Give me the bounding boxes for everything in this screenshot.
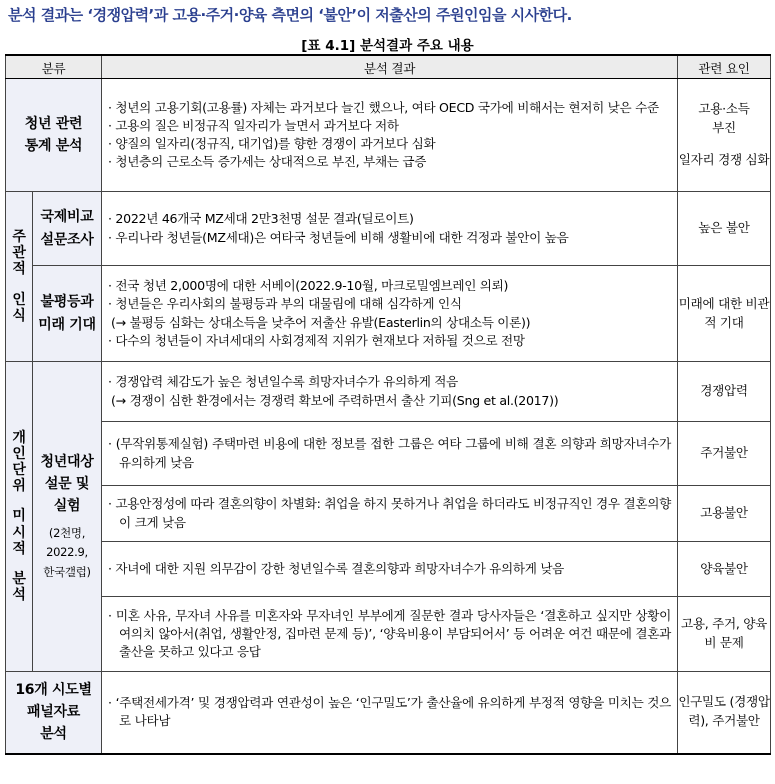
result-regional-panel (102, 672, 678, 754)
result-item: · 전국 청년 2,000명에 대한 서베이(2022.9-10월, 마크로밀엠브레인 의뢰) (108, 278, 509, 293)
vertical-char: 석 (12, 586, 26, 603)
table-caption: [표 4.1] 분석결과 주요 내용 (301, 38, 474, 54)
result-item: · 고용의 질은 비정규직 일자리가 늘면서 과거보다 저하 (108, 117, 399, 133)
category-label: 통계 분석 (24, 138, 83, 154)
factor-competition: 경쟁압력 (678, 362, 771, 422)
category-label: 16개 시도별 (15, 681, 92, 698)
result-item: · 청년들은 우리사회의 불평등과 부의 대물림에 대해 심각하게 인식 (108, 296, 462, 312)
result-item: · ‘주택전세가격’ 및 경쟁압력과 연관성이 높은 ‘인구밀도’가 출산율에 유의하게 부정적 영향을 미치는 것으로 나타남 (108, 695, 672, 729)
vertical-char: 주 (12, 229, 26, 246)
vertical-char: 적 (12, 540, 26, 557)
factor-regional-panel: 인구밀도 (경쟁압력), 주거불안 (678, 672, 771, 754)
vertical-char: 인 (12, 291, 26, 308)
table-row (6, 542, 771, 597)
result-item: · 청년의 고용기회(고용률) 자체는 과거보다 늘긴 했으나, 여타 OECD 국가에 비해서는 현저히 낮은 수준 (108, 99, 659, 115)
category-subjective-perception (6, 192, 33, 362)
subcategory-label: 설문 및 (44, 475, 90, 492)
survey-note: 2022.9, (46, 545, 88, 560)
table-row (6, 486, 771, 542)
subcategory-label: 불평등과 (40, 294, 94, 311)
page-headline: 분석 결과는 ‘경쟁압력’과 고용·주거·양육 측면의 ‘불안’이 저출산의 주원인임을 시사한다. (8, 6, 572, 24)
table-row (6, 597, 771, 672)
result-item: · (무작위통제실험) 주택마련 비용에 대한 정보를 접한 그룹은 여타 그룹에 비해 결혼 의향과 희망자녀수가 유의하게 낮음 (108, 436, 672, 470)
vertical-char: 단 (12, 462, 26, 479)
survey-note: (2천명, (48, 525, 86, 540)
category-regional-panel (6, 672, 102, 754)
factor-reasons: 고용, 주거, 양육비 문제 (678, 597, 771, 672)
subcategory-label: 실험 (53, 498, 81, 515)
result-item: · 청년층의 근로소득 증가세는 상대적으로 부진, 부채는 급증 (108, 154, 427, 170)
factor-housing: 주거불안 (678, 422, 771, 486)
result-micro-housing (102, 422, 678, 486)
survey-note: 한국갤럽) (43, 564, 91, 579)
category-label: 청년 관련 (24, 115, 83, 132)
result-micro-childcare (102, 542, 678, 597)
vertical-char: 미 (12, 508, 26, 525)
subcategory-label: 미래 기대 (38, 316, 96, 333)
vertical-char: 개 (12, 430, 26, 447)
result-inequality (102, 266, 678, 362)
subcategory-label: 설문조사 (40, 231, 94, 248)
factor-childcare: 양육불안 (678, 542, 771, 597)
table-header-row (6, 55, 771, 79)
vertical-char: 식 (12, 307, 26, 324)
header-factor: 관련 요인 (678, 55, 771, 79)
vertical-char: 시 (12, 524, 26, 541)
result-item: · 양질의 일자리(정규직, 대기업)를 향한 경쟁이 과거보다 심화 (108, 136, 436, 151)
vertical-char: 인 (12, 446, 26, 463)
factor-label: 고용·소득 부진 (698, 100, 750, 135)
table-row (6, 266, 771, 362)
result-micro-reasons (102, 597, 678, 672)
result-micro-competition (102, 362, 678, 422)
category-micro-analysis (6, 362, 33, 672)
analysis-summary-table (5, 54, 771, 755)
factor-intl-survey: 높은 불안 (678, 192, 771, 266)
category-youth-stats (6, 79, 102, 192)
table-row (6, 362, 771, 422)
category-label: 패널자료 (27, 704, 80, 721)
table-row (6, 422, 771, 486)
subcategory-youth-survey (33, 362, 102, 672)
subcategory-label: 국제비교 (40, 209, 94, 226)
factor-youth-stats (678, 79, 771, 192)
subcategory-label: 청년대상 (40, 453, 94, 470)
result-item: · 자녀에 대한 지원 의무감이 강한 청년일수록 결혼의향과 희망자녀수가 유의하게 낮음 (108, 560, 565, 576)
vertical-char: 위 (12, 478, 26, 495)
factor-label: 일자리 경쟁 심화 (678, 152, 770, 168)
vertical-char: 관 (12, 245, 26, 262)
table-row (6, 79, 771, 192)
result-item: · 고용안정성에 따라 결혼의향이 차별화: 취업을 하지 못하거나 취업을 하더라도 비정규직인 경우 결혼의향이 크게 낮음 (108, 496, 672, 530)
result-item: · 우리나라 청년들(MZ세대)은 여타국 청년들에 비해 생활비에 대한 걱정과 불안이 높음 (108, 229, 569, 245)
result-intl-survey (102, 192, 678, 266)
header-category: 분류 (6, 55, 102, 79)
result-micro-employment (102, 486, 678, 542)
table-row (6, 672, 771, 754)
factor-inequality: 미래에 대한 비관적 기대 (678, 266, 771, 362)
result-item: · 다수의 청년들이 자녀세대의 사회경제적 지위가 현재보다 저하될 것으로 전망 (108, 332, 525, 348)
result-item: · 미혼 사유, 무자녀 사유를 미혼자와 무자녀인 부부에게 질문한 결과 당사자들은 ‘결혼하고 싶지만 상황이 여의치 않아서(취업, 생활안정, 집마련 문제 등)’, ‘양육비용이 부담되어서’ 등 어려운 여건 때문에 결혼과 출산을 못하고 있다고 응답 (108, 607, 672, 660)
subcategory-intl-survey (33, 192, 102, 266)
result-item: (→ 불평등 심화는 상대소득을 낮추어 저출산 유발(Easterlin의 상대소득 이론)) (111, 314, 531, 330)
subcategory-inequality (33, 266, 102, 362)
vertical-char: 분 (12, 570, 26, 587)
vertical-char: 적 (12, 261, 26, 278)
table-row (6, 192, 771, 266)
factor-employment: 고용불안 (678, 486, 771, 542)
result-item: · 2022년 46개국 MZ세대 2만3천명 설문 결과(딜로이트) (108, 211, 414, 227)
header-result: 분석 결과 (102, 55, 678, 79)
result-item: · 경쟁압력 체감도가 높은 청년일수록 희망자녀수가 유의하게 적음 (108, 374, 459, 390)
result-youth-stats (102, 79, 678, 192)
result-item: (→ 경쟁이 심한 환경에서는 경쟁력 확보에 주력하면서 출산 기피(Sng et al.(2017)) (111, 392, 559, 408)
category-label: 분석 (40, 726, 67, 743)
